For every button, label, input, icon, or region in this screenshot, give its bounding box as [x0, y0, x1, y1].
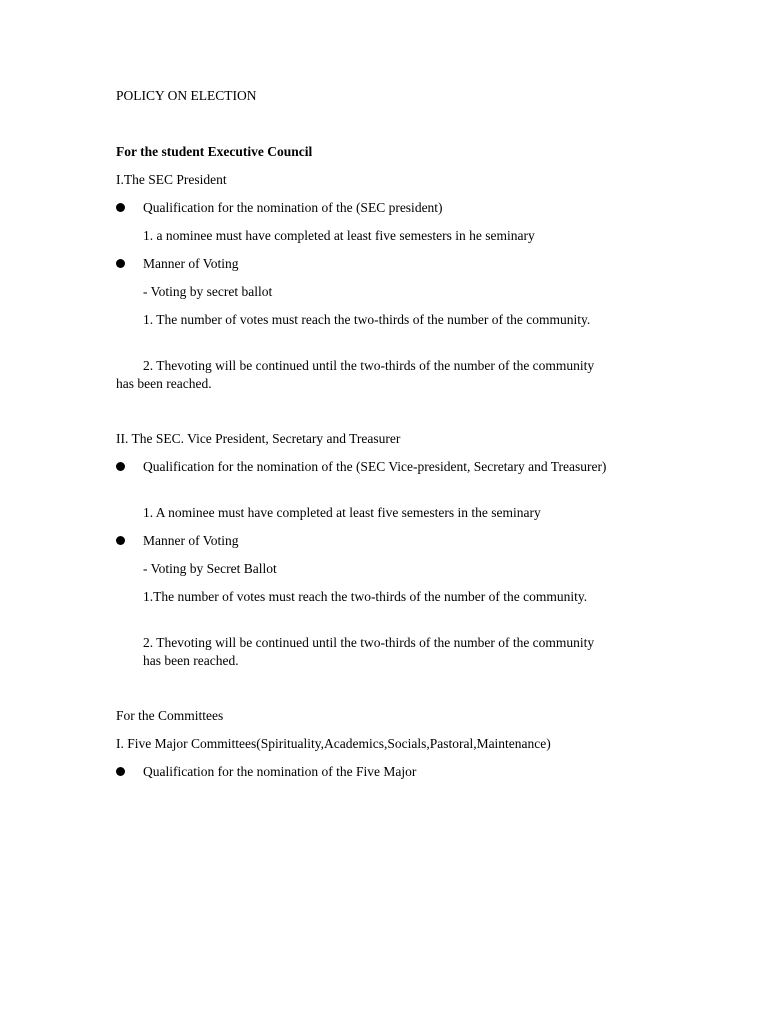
part1-bullet-qualification: Qualification for the nomination of the (SEC president)	[143, 200, 443, 215]
bullet-icon	[116, 536, 125, 545]
part1-qualification-item: 1. a nominee must have completed at least five semesters in he seminary	[143, 228, 535, 243]
part3-bullet-qualification: Qualification for the nomination of the Five Major	[143, 764, 417, 779]
part2-bullet-voting: Manner of Voting	[143, 533, 239, 548]
document-title: POLICY ON ELECTION	[116, 88, 257, 103]
part2-voting-item-2: 2. Thevoting will be continued until the two-thirds of the number of the community has been reached.	[143, 635, 595, 668]
part1-bullet-voting: Manner of Voting	[143, 256, 239, 271]
bullet-icon	[116, 462, 125, 471]
part1-voting-item-2: 2. Thevoting will be continued until the two-thirds of the number of the community has been reached.	[116, 358, 595, 391]
part2-voting-method: - Voting by Secret Ballot	[143, 561, 277, 576]
bullet-icon	[116, 259, 125, 268]
section-heading-sec: For the student Executive Council	[116, 144, 313, 159]
bullet-icon	[116, 203, 125, 212]
section-heading-committees: For the Committees	[116, 708, 224, 723]
part2-bullet-qualification: Qualification for the nomination of the (SEC Vice-president, Secretary and Treasurer)	[143, 459, 607, 474]
part2-voting-item-1: 1.The number of votes must reach the two-thirds of the number of the community.	[143, 589, 588, 604]
part2-heading: II. The SEC. Vice President, Secretary and Treasurer	[116, 431, 401, 446]
part1-voting-item-1: 1. The number of votes must reach the two-thirds of the number of the community.	[143, 312, 591, 327]
part1-heading: I.The SEC President	[116, 172, 227, 187]
part3-heading: I. Five Major Committees(Spirituality,Academics,Socials,Pastoral,Maintenance)	[116, 736, 551, 751]
part2-qualification-item: 1. A nominee must have completed at least five semesters in the seminary	[143, 505, 541, 520]
part1-voting-method: - Voting by secret ballot	[143, 284, 273, 299]
bullet-icon	[116, 767, 125, 776]
